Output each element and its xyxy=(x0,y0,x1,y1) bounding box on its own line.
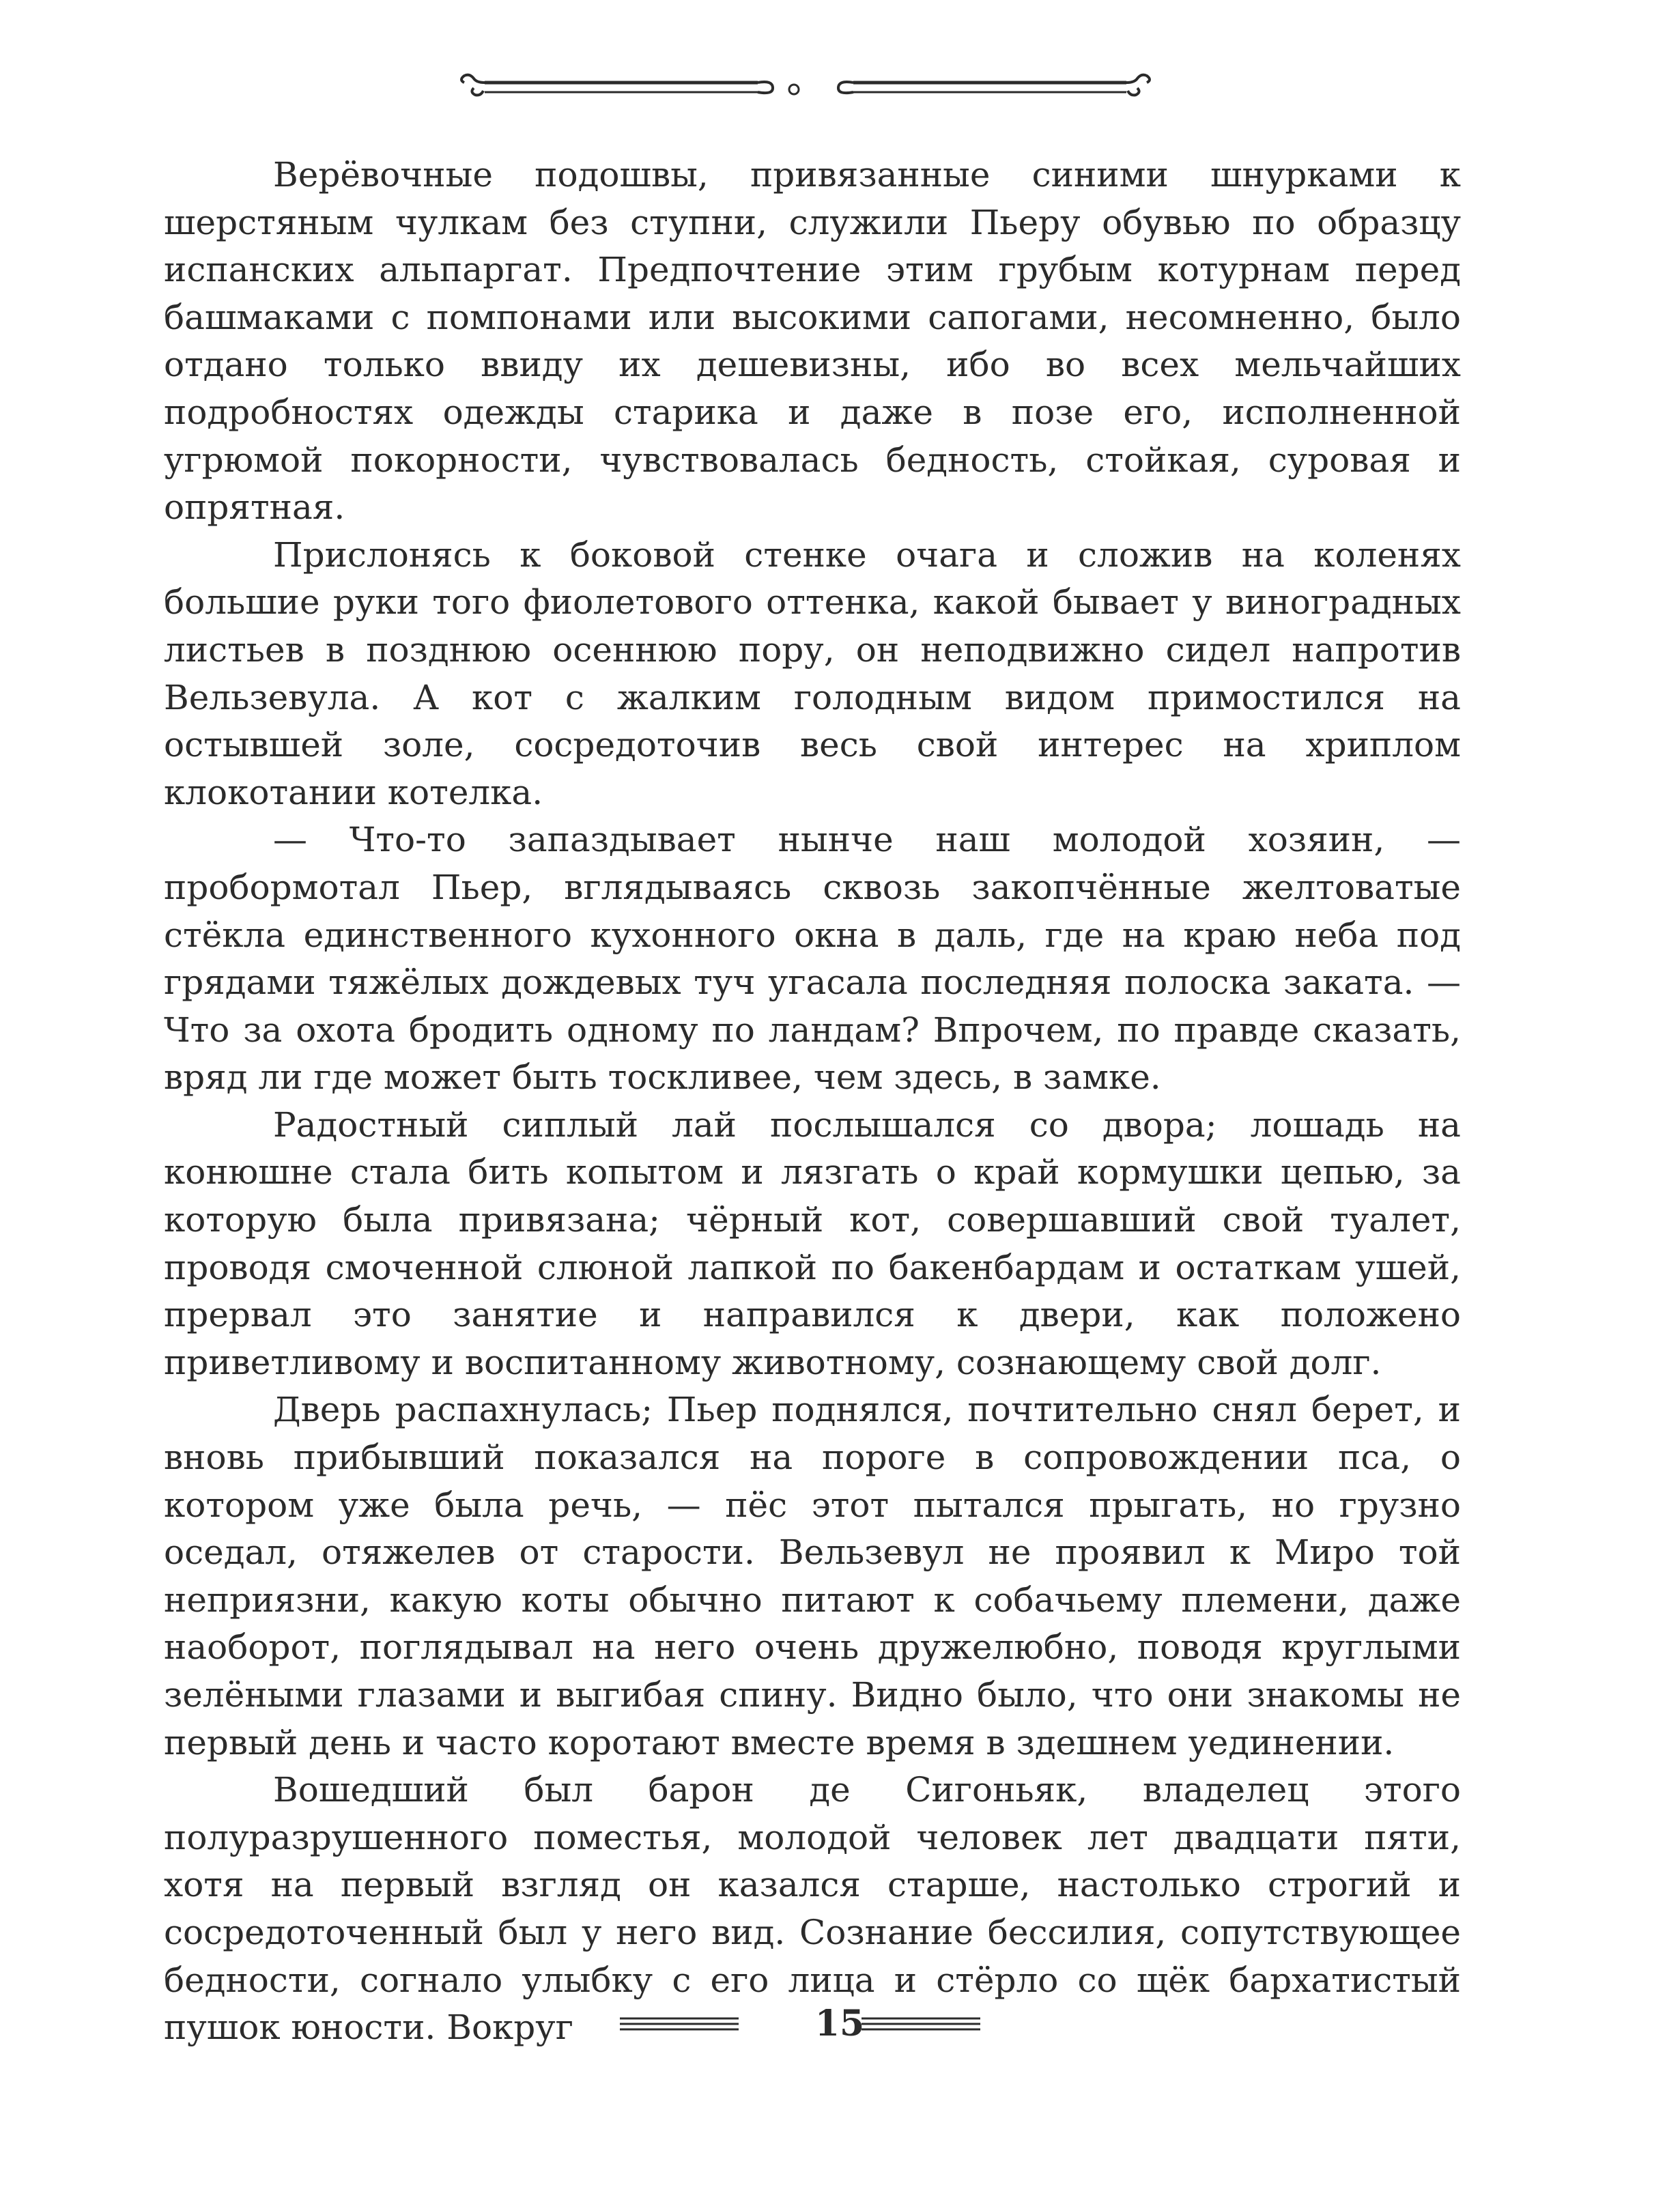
paragraph: — Что-то запаздывает нынче наш молодой хозяин, — пробормотал Пьер, вглядываясь сквозь закопчённые желтоватые стёкла единственного кухонного окна в даль, где на краю неба под грядами тяжёлых дождевых туч угасала последняя полоска заката. — Что за охота бродить одному по ландам? Впрочем, по правде сказать, вряд ли где может быть тоскливее, чем здесь, в замке. xyxy=(164,820,1461,1098)
page-footer xyxy=(0,1997,1680,2051)
body-text xyxy=(164,152,1461,2052)
paragraph: Прислонясь к боковой стенке очага и сложив на коленях большие руки того фиолетового оттенка, какой бывает у виноградных листьев в позднюю осеннюю пору, он неподвижно сидел напротив Вельзевула. А кот с жалким голодным видом примостился на остывшей золе, сосредоточив весь свой интерес на хриплом клокотании котелка. xyxy=(164,534,1461,812)
paragraph: Радостный сиплый лай послышался со двора; лошадь на конюшне стала бить копытом и лязгать о край кормушки цепью, за которую была привязана; чёрный кот, совершавший свой туалет, проводя смоченной слюной лапкой по бакенбардам и остаткам ушей, прервал это занятие и направился к двери, как положено приветливому и воспитанному животному, сознающему свой долг. xyxy=(164,1104,1461,1382)
paragraph: Дверь распахнулась; Пьер поднялся, почтительно снял берет, и вновь прибывший показался на пороге в сопровождении пса, о котором уже была речь, — пёс этот пытался прыгать, но грузно оседал, отяжелев от старости. Вельзевул не проявил к Миро той неприязни, какую коты обычно питают к собачьему племени, даже наоборот, поглядывал на него очень дружелюбно, поводя круглыми зелёными глазами и выгибая спину. Видно было, что они знакомы не первый день и часто коротают вместе время в здешнем уединении. xyxy=(164,1390,1461,1762)
page-number: 15 xyxy=(814,2003,865,2044)
paragraph: Верёвочные подошвы, привязанные синими шнурками к шерстяным чулкам без ступни, служили Пьеру обувью по образцу испанских альпаргат. Предпочтение этим грубым котурнам перед башмаками с помпонами или высокими сапогами, несомненно, было отдано только ввиду их дешевизны, ибо во всех мельчайших подробностях одежды старика и даже в позе его, исполненной угрюмой покорности, чувствовалась бедность, стойкая, суровая и опрятная. xyxy=(164,155,1461,528)
header-ornament-divider xyxy=(457,65,1154,106)
paragraph: Вошедший был барон де Сигоньяк, владелец этого полуразрушенного поместья, молодой человек лет двадцати пяти, хотя на первый взгляд он казался старше, настолько строгий и сосредоточенный был у него вид. Сознание бессилия, сопутствующее бедности, согнало улыбку с его лица и стёрло со щёк бархатистый пушок юности. Вокруг xyxy=(164,1770,1461,2048)
